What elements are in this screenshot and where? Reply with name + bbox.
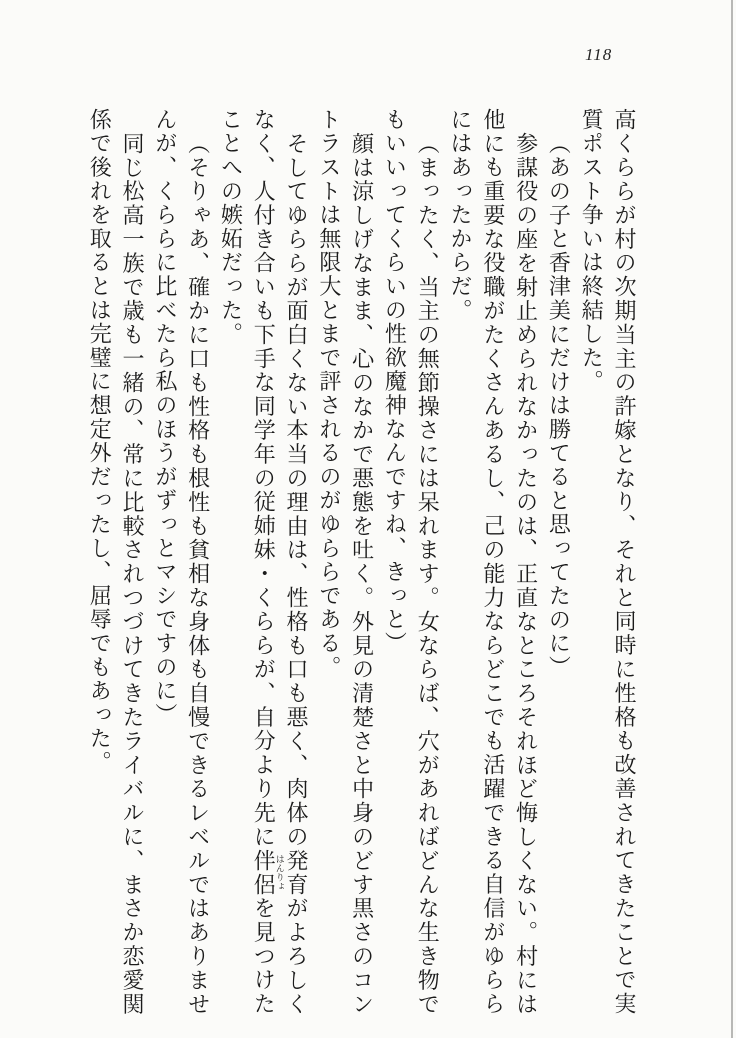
- paragraph: 顔は涼しげなまま、心のなかで悪態を吐く。外見の清楚さと中身のどす黒さのコントラストは無限大とまで評されるのがゆららである。: [316, 108, 375, 1016]
- paragraph: （あの子と香津美にだけは勝てると思ってたのに）: [546, 131, 572, 680]
- paragraph: （そりゃあ、確かに口も性格も根性も貧相な身体も自慢できるレベルではありませんが、くららに比べたら私のほうがずっとマシですのに）: [152, 108, 211, 1016]
- paragraph: （まったく、当主の無節操さには呆れます。女ならば、穴があればどんな生き物でもいいってくらいの性欲魔神なんですね、きっと）: [382, 108, 441, 1016]
- paragraph: 同じ松高一族で歳も一緒の、常に比較されつづけてきたライバルに、まさか恋愛関係で後れを取るとは完璧に想定外だったし、屈辱でもあった。: [87, 108, 146, 1016]
- paragraph: 参謀役の座を射止められなかったのは、正直なところそれほど悔しくない。村には他にも重要な役職がたくさんあるし、己の能力ならどこでも活躍できる自信がゆららにはあったからだ。: [448, 108, 539, 1016]
- furigana-ruby: 伴侶はんりょ: [251, 848, 285, 897]
- body-text: [82, 108, 640, 1016]
- page-edge-line: [731, 0, 733, 1038]
- paragraph: そしてゆららが面白くない本当の理由は、性格も口も悪く、肉体の発育がよろしくなく、人付き合いも下手な同学年の従姉妹・くららが、自分より先に伴侶はんりょを見つけたことへの嫉妬だった。: [218, 108, 310, 1016]
- page-number: 118: [585, 45, 613, 64]
- paragraph: 高くららが村の次期当主の許嫁となり、それと同時に性格も改善されてきたことで実質ポスト争いは終結した。: [579, 108, 637, 1016]
